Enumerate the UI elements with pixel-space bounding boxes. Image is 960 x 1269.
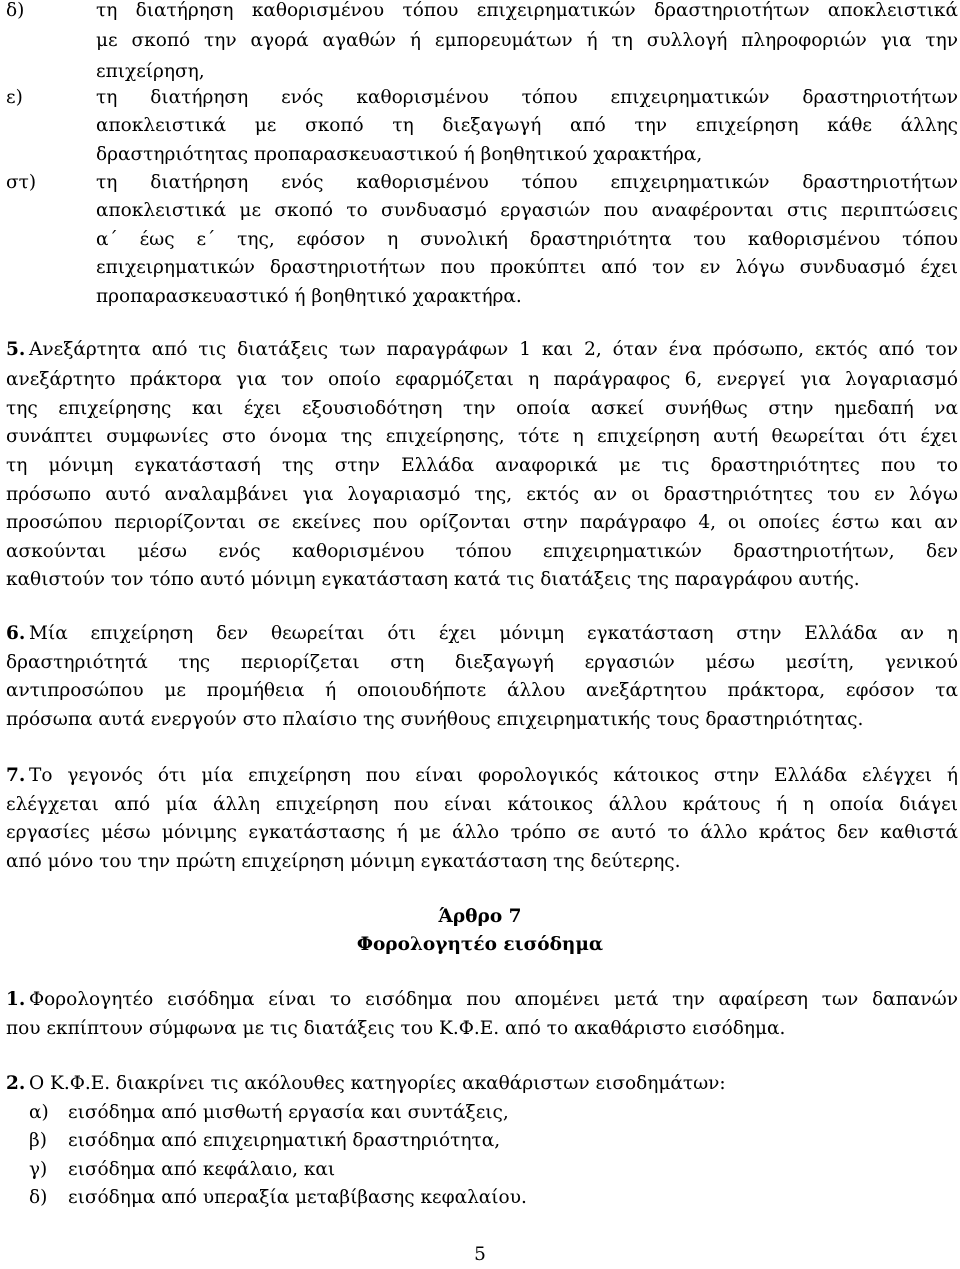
list-item-e-line: τη διατήρηση ενός καθορισμένου τόπου επιχειρηματικών δραστηριοτήτων [96,87,958,108]
paragraph-number: 6. [6,623,26,644]
list-item-d-line: επιχείρηση, [96,61,205,82]
article-paragraph-1-line: Φορολογητέο εισόδημα είναι το εισόδημα που απομένει μετά την αφαίρεση των δαπανών [29,989,958,1010]
income-list-marker: α) [29,1102,49,1123]
income-list-marker: δ) [29,1187,48,1208]
list-item-e-line: αποκλειστικά με σκοπό τη διεξαγωγή από την επιχείρηση κάθε άλλης [96,115,958,136]
list-item-e-line: δραστηριότητας προπαρασκευαστικού ή βοηθητικού χαρακτήρα, [96,144,703,165]
income-list-item: εισόδημα από υπεραξία μεταβίβασης κεφαλαίου. [68,1187,527,1208]
article-paragraph-1-line: που εκπίπτουν σύμφωνα με τις διατάξεις του Κ.Φ.Ε. από το ακαθάριστο εισόδημα. [6,1018,786,1039]
paragraph-5-line: καθιστούν τον τόπο αυτό μόνιμη εγκατάσταση κατά τις διατάξεις της παραγράφου αυτής. [6,569,860,590]
paragraph-7-line: από μόνο του την πρώτη επιχείρηση μόνιμη εγκατάσταση της δεύτερης. [6,851,681,872]
paragraph-7-line: εργασίες μέσω μόνιμης εγκατάστασης ή με άλλο τρόπο σε αυτό το άλλο κράτος δεν καθιστά [6,822,958,843]
paragraph-7-line: Το γεγονός ότι μία επιχείρηση που είναι φορολογικός κάτοικος στην Ελλάδα ελέγχει ή [29,765,958,786]
paragraph-5-line: προσώπου περιορίζονται σε εκείνες που ορίζονται στην παράγραφο 4, οι οποίες έστω και αν [6,512,958,533]
paragraph-6-line: Μία επιχείρηση δεν θεωρείται ότι έχει μόνιμη εγκατάσταση στην Ελλάδα αν η [29,623,958,644]
paragraph-6-line: δραστηριότητά της περιορίζεται στη διεξαγωγή εργασιών μέσω μεσίτη, γενικού [6,652,958,673]
list-item-st-line: επιχειρηματικών δραστηριοτήτων που προκύπτει από τον εν λόγω συνδυασμό έχει [96,257,958,278]
list-item-d-line: τη διατήρηση καθορισμένου τόπου επιχειρηματικών δραστηριοτήτων αποκλειστικά [96,0,958,21]
paragraph-5-line: πρόσωπο αυτό αναλαμβάνει για λογαριασμό της, εκτός αν οι δραστηριότητες του εν λόγω [6,484,958,505]
article-title: Φορολογητέο εισόδημα [356,934,604,955]
list-marker-st: στ) [6,172,37,193]
paragraph-5-line: τη μόνιμη εγκατάστασή της στην Ελλάδα αναφορικά με τις δραστηριότητες που το [6,455,958,476]
paragraph-5-line: ανεξάρτητο πράκτορα για τον οποίο εφαρμόζεται η παράγραφος 6, ενεργεί για λογαριασμό [6,369,958,390]
paragraph-6-line: αντιπροσώπου με προμήθεια ή οποιουδήποτε άλλου ανεξάρτητου πράκτορα, εφόσον τα [6,680,958,701]
paragraph-5-line: ασκούνται μέσω ενός καθορισμένου τόπου επιχειρηματικών δραστηριοτήτων, δεν [6,541,958,562]
paragraph-7-line: ελέγχεται από μία άλλη επιχείρηση που είναι κάτοικος άλλου κράτους ή η οποία διάγει [6,794,958,815]
income-list-item: εισόδημα από επιχειρηματική δραστηριότητα, [68,1130,501,1151]
list-item-st-line: αποκλειστικά με σκοπό το συνδυασμό εργασιών που αναφέρονται στις περιπτώσεις [96,200,958,221]
paragraph-number: 5. [6,339,26,360]
list-item-st-line: τη διατήρηση ενός καθορισμένου τόπου επιχειρηματικών δραστηριοτήτων [96,172,958,193]
article-number: Άρθρο 7 [438,906,522,927]
article-paragraph-2-intro: Ο Κ.Φ.Ε. διακρίνει τις ακόλουθες κατηγορίες ακαθάριστων εισοδημάτων: [29,1073,726,1094]
paragraph-5-line: της επιχείρησης και έχει εξουσιοδότηση την οποία ασκεί συνήθως στην ημεδαπή να [6,398,958,419]
paragraph-number: 2. [6,1073,26,1094]
list-marker-d: δ) [6,0,25,21]
list-item-d-line: με σκοπό την αγορά αγαθών ή εμπορευμάτων ή τη συλλογή πληροφοριών για την [96,30,958,51]
list-item-st-line: α΄ έως ε΄ της, εφόσον η συνολική δραστηριότητα του καθορισμένου τόπου [96,229,958,250]
income-list-item: εισόδημα από μισθωτή εργασία και συντάξεις, [68,1102,509,1123]
list-item-st-line: προπαρασκευαστικό ή βοηθητικό χαρακτήρα. [96,286,522,307]
paragraph-5-line: συνάπτει συμφωνίες στο όνομα της επιχείρησης, τότε η επιχείρηση αυτή θεωρείται ότι έχει [6,426,958,447]
paragraph-number: 1. [6,989,26,1010]
paragraph-6-line: πρόσωπα αυτά ενεργούν στο πλαίσιο της συνήθους επιχειρηματικής τους δραστηριότητας. [6,709,864,730]
income-list-item: εισόδημα από κεφάλαιο, και [68,1159,336,1180]
paragraph-number: 7. [6,765,26,786]
page-number: 5 [474,1244,486,1265]
income-list-marker: β) [29,1130,47,1151]
paragraph-5-line: Ανεξάρτητα από τις διατάξεις των παραγράφων 1 και 2, όταν ένα πρόσωπο, εκτός από τον [29,339,958,360]
list-marker-e: ε) [6,87,23,108]
income-list-marker: γ) [29,1159,48,1180]
